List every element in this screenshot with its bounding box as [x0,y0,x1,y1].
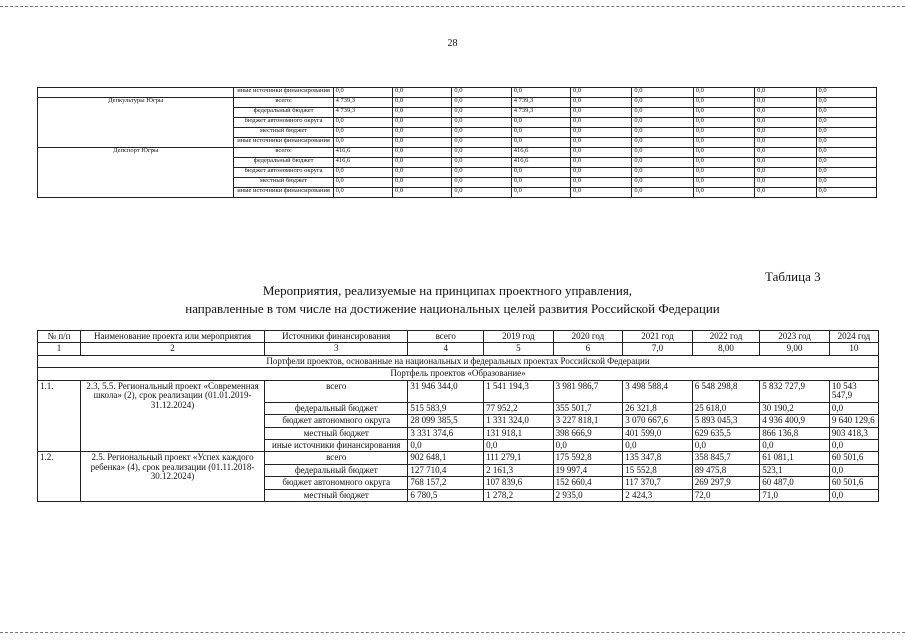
funding-source-cell: иные источники финансирования [265,439,408,451]
value-cell: 0,0 [408,439,484,451]
value-cell: 866 136,8 [760,427,830,439]
value-cell: 0,0 [511,188,570,198]
funding-source-cell: местный бюджет [234,128,333,138]
value-cell: 60 501,6 [829,452,878,464]
value-cell: 0,0 [829,439,878,451]
value-cell: 31 946 344,0 [408,380,484,402]
column-number: 2 [80,343,264,355]
value-cell: 2 935,0 [553,489,623,501]
value-cell: 175 592,8 [553,452,623,464]
funding-source-cell: всего [265,452,408,464]
value-cell: 117 370,7 [623,477,693,489]
value-cell: 0,0 [755,88,816,98]
value-cell: 28 099 385,5 [408,415,484,427]
column-header: Наименование проекта или мероприятия [80,331,264,343]
column-header: 2020 год [553,331,623,343]
value-cell: 15 552,8 [623,464,693,476]
column-header: № п/п [38,331,81,343]
value-cell: 0,0 [571,118,632,128]
funding-source-cell: бюджет автономного округа [265,477,408,489]
funding-source-cell: федеральный бюджет [234,158,333,168]
value-cell: 0,0 [511,128,570,138]
project-number: 1.1. [38,380,81,452]
value-cell: 416,6 [333,148,392,158]
funding-source-cell: бюджет автономного округа [234,168,333,178]
value-cell: 0,0 [571,178,632,188]
value-cell: 0,0 [333,118,392,128]
value-cell: 0,0 [484,439,554,451]
value-cell: 0,0 [452,188,511,198]
funding-source-cell: иные источники финансирования [234,188,333,198]
table-label: Таблица 3 [765,269,821,284]
organization-cell [38,88,234,98]
funding-source-cell: бюджет автономного округа [265,415,408,427]
value-cell: 0,0 [511,138,570,148]
column-header: 2024 год [829,331,878,343]
value-cell: 0,0 [632,118,693,128]
value-cell: 0,0 [755,148,816,158]
title-line-1-text: Мероприятия, реализуемые на принципах проектного управления, [262,283,633,298]
value-cell: 0,0 [816,148,876,158]
funding-row [38,148,877,158]
column-header: 2019 год [484,331,554,343]
value-cell: 0,0 [632,188,693,198]
funding-source-cell: местный бюджет [265,427,408,439]
value-cell: 0,0 [755,188,816,198]
value-cell: 0,0 [755,178,816,188]
value-cell: 0,0 [632,178,693,188]
value-cell: 4 739,3 [511,98,570,108]
value-cell: 2 161,3 [484,464,554,476]
column-header: Источники финансирования [265,331,408,343]
title-line-1 [0,283,905,299]
value-cell: 0,0 [693,108,754,118]
funding-source-cell: федеральный бюджет [265,464,408,476]
project-row [38,380,879,402]
title-line-2: направленные в том числе на достижение национальных целей развития Российской Федерации [185,301,720,316]
value-cell: 0,0 [452,148,511,158]
column-number: 1 [38,343,81,355]
value-cell: 5 893 045,3 [692,415,760,427]
value-cell: 0,0 [452,128,511,138]
value-cell: 0,0 [452,168,511,178]
organization-cell: Депспорт Югры [38,148,234,198]
value-cell: 0,0 [816,178,876,188]
top-table-body [38,88,877,198]
value-cell: 1 541 194,3 [484,380,554,402]
value-cell: 4 739,3 [333,108,392,118]
value-cell: 0,0 [693,158,754,168]
value-cell: 0,0 [333,178,392,188]
value-cell: 26 321,8 [623,402,693,414]
value-cell: 0,0 [452,178,511,188]
project-number: 1.2. [38,452,81,502]
funding-row [38,98,877,108]
funding-source-cell: иные источники финансирования [234,138,333,148]
projects-table [37,330,879,502]
value-cell: 0,0 [816,128,876,138]
column-number: 8,00 [692,343,760,355]
project-name: 2.5. Региональный проект «Успех каждого ребенка» (4), срок реализации (01.11.2018-30.12.2024) [80,452,264,502]
value-cell: 0,0 [755,108,816,118]
value-cell: 0,0 [571,108,632,118]
value-cell: 0,0 [623,439,693,451]
value-cell: 0,0 [816,168,876,178]
value-cell: 0,0 [693,128,754,138]
value-cell: 0,0 [571,128,632,138]
value-cell: 127 710,4 [408,464,484,476]
value-cell: 902 648,1 [408,452,484,464]
top-scan-edge [0,6,905,7]
value-cell: 0,0 [452,88,511,98]
organization-cell: Депкультуры Югры [38,98,234,148]
value-cell: 0,0 [511,178,570,188]
column-number: 5 [484,343,554,355]
value-cell: 0,0 [816,108,876,118]
column-number: 7,0 [623,343,693,355]
value-cell: 0,0 [755,128,816,138]
value-cell: 398 666,9 [553,427,623,439]
value-cell: 0,0 [333,138,392,148]
column-number: 10 [829,343,878,355]
funding-source-cell: федеральный бюджет [234,108,333,118]
value-cell: 0,0 [452,108,511,118]
value-cell: 0,0 [829,489,878,501]
portfolio-title: Портфель проектов «Образование» [38,368,879,380]
section-row [38,355,879,367]
value-cell: 131 918,1 [484,427,554,439]
header-row [38,331,879,343]
value-cell: 107 839,6 [484,477,554,489]
value-cell: 0,0 [393,148,452,158]
funding-source-cell: иные источники финансирования [234,88,333,98]
value-cell: 0,0 [632,98,693,108]
value-cell: 0,0 [571,138,632,148]
value-cell: 0,0 [393,188,452,198]
value-cell: 0,0 [632,158,693,168]
value-cell: 0,0 [632,88,693,98]
value-cell: 0,0 [755,98,816,108]
value-cell: 0,0 [571,98,632,108]
value-cell: 0,0 [755,168,816,178]
value-cell: 0,0 [632,138,693,148]
value-cell: 30 190,2 [760,402,830,414]
funding-source-cell: федеральный бюджет [265,402,408,414]
value-cell: 1 278,2 [484,489,554,501]
project-row [38,452,879,464]
value-cell: 0,0 [393,138,452,148]
value-cell: 3 498 588,4 [623,380,693,402]
funding-source-cell: всего: [234,148,333,158]
value-cell: 0,0 [693,178,754,188]
value-cell: 358 845,7 [692,452,760,464]
column-number: 3 [265,343,408,355]
value-cell: 4 739,3 [511,108,570,118]
column-number: 4 [408,343,484,355]
value-cell: 25 618,0 [692,402,760,414]
value-cell: 72,0 [692,489,760,501]
funding-source-cell: всего [265,380,408,402]
top-funding-table [37,87,877,198]
value-cell: 0,0 [511,168,570,178]
value-cell: 60 487,0 [760,477,830,489]
value-cell: 0,0 [829,464,878,476]
value-cell: 0,0 [692,439,760,451]
value-cell: 0,0 [393,98,452,108]
value-cell: 19 997,4 [553,464,623,476]
portfolio-row [38,368,879,380]
value-cell: 0,0 [693,188,754,198]
project-name: 2.3, 5.5. Региональный проект «Современная школа» (2), срок реализации (01.01.2019-31.12.2024) [80,380,264,452]
value-cell: 0,0 [760,439,830,451]
value-cell: 0,0 [571,188,632,198]
value-cell: 61 081,1 [760,452,830,464]
value-cell: 0,0 [816,138,876,148]
value-cell: 0,0 [393,88,452,98]
column-number-row [38,343,879,355]
value-cell: 0,0 [693,88,754,98]
value-cell: 0,0 [693,138,754,148]
value-cell: 0,0 [452,98,511,108]
bottom-scan-edge [0,632,905,633]
value-cell: 523,1 [760,464,830,476]
value-cell: 111 279,1 [484,452,554,464]
value-cell: 0,0 [816,188,876,198]
value-cell: 6 780,5 [408,489,484,501]
value-cell: 135 347,8 [623,452,693,464]
column-header: всего [408,331,484,343]
value-cell: 89 475,8 [692,464,760,476]
column-number: 9,00 [760,343,830,355]
value-cell: 515 583,9 [408,402,484,414]
value-cell: 152 660,4 [553,477,623,489]
value-cell: 0,0 [632,128,693,138]
value-cell: 77 952,2 [484,402,554,414]
value-cell: 3 070 667,6 [623,415,693,427]
value-cell: 401 599,0 [623,427,693,439]
value-cell: 0,0 [755,158,816,168]
value-cell: 0,0 [452,158,511,168]
value-cell: 0,0 [632,108,693,118]
value-cell: 0,0 [571,168,632,178]
value-cell: 71,0 [760,489,830,501]
value-cell: 3 331 374,6 [408,427,484,439]
funding-source-cell: всего: [234,98,333,108]
value-cell: 0,0 [693,168,754,178]
funding-row [38,88,877,98]
value-cell: 355 501,7 [553,402,623,414]
value-cell: 0,0 [393,168,452,178]
value-cell: 0,0 [571,158,632,168]
value-cell: 903 418,3 [829,427,878,439]
value-cell: 0,0 [393,178,452,188]
value-cell: 768 157,2 [408,477,484,489]
value-cell: 60 501,6 [829,477,878,489]
value-cell: 10 543 547,9 [829,380,878,402]
value-cell: 416,6 [511,148,570,158]
value-cell: 0,0 [571,88,632,98]
value-cell: 0,0 [393,118,452,128]
value-cell: 416,6 [511,158,570,168]
value-cell: 0,0 [333,88,392,98]
column-header: 2023 год [760,331,830,343]
funding-source-cell: местный бюджет [265,489,408,501]
value-cell: 4 739,3 [333,98,392,108]
value-cell: 0,0 [816,88,876,98]
column-number: 6 [553,343,623,355]
value-cell: 0,0 [755,138,816,148]
value-cell: 0,0 [553,439,623,451]
value-cell: 0,0 [829,402,878,414]
value-cell: 269 297,9 [692,477,760,489]
value-cell: 3 227 818,1 [553,415,623,427]
funding-source-cell: местный бюджет [234,178,333,188]
value-cell: 0,0 [816,158,876,168]
value-cell: 0,0 [632,148,693,158]
column-header: 2021 год [623,331,693,343]
value-cell: 0,0 [693,148,754,158]
value-cell: 0,0 [511,88,570,98]
value-cell: 0,0 [816,98,876,108]
value-cell: 0,0 [755,118,816,128]
value-cell: 0,0 [693,98,754,108]
funding-source-cell: бюджет автономного округа [234,118,333,128]
value-cell: 0,0 [452,138,511,148]
value-cell: 1 331 324,0 [484,415,554,427]
value-cell: 6 548 298,8 [692,380,760,402]
value-cell: 0,0 [452,118,511,128]
value-cell: 0,0 [333,188,392,198]
value-cell: 0,0 [333,128,392,138]
value-cell: 0,0 [393,108,452,118]
page-number: 28 [447,38,458,49]
value-cell: 5 832 727,9 [760,380,830,402]
value-cell: 0,0 [571,148,632,158]
value-cell: 4 936 400,9 [760,415,830,427]
value-cell: 0,0 [632,168,693,178]
value-cell: 0,0 [511,118,570,128]
value-cell: 2 424,3 [623,489,693,501]
value-cell: 416,6 [333,158,392,168]
value-cell: 0,0 [693,118,754,128]
value-cell: 0,0 [393,158,452,168]
section-title: Портфели проектов, основанные на национальных и федеральных проектах Российской Федерации [38,355,879,367]
value-cell: 629 635,5 [692,427,760,439]
column-header: 2022 год [692,331,760,343]
projects-table-body [38,331,879,502]
value-cell: 0,0 [333,168,392,178]
value-cell: 0,0 [816,118,876,128]
value-cell: 3 981 986,7 [553,380,623,402]
value-cell: 0,0 [393,128,452,138]
value-cell: 9 640 129,6 [829,415,878,427]
